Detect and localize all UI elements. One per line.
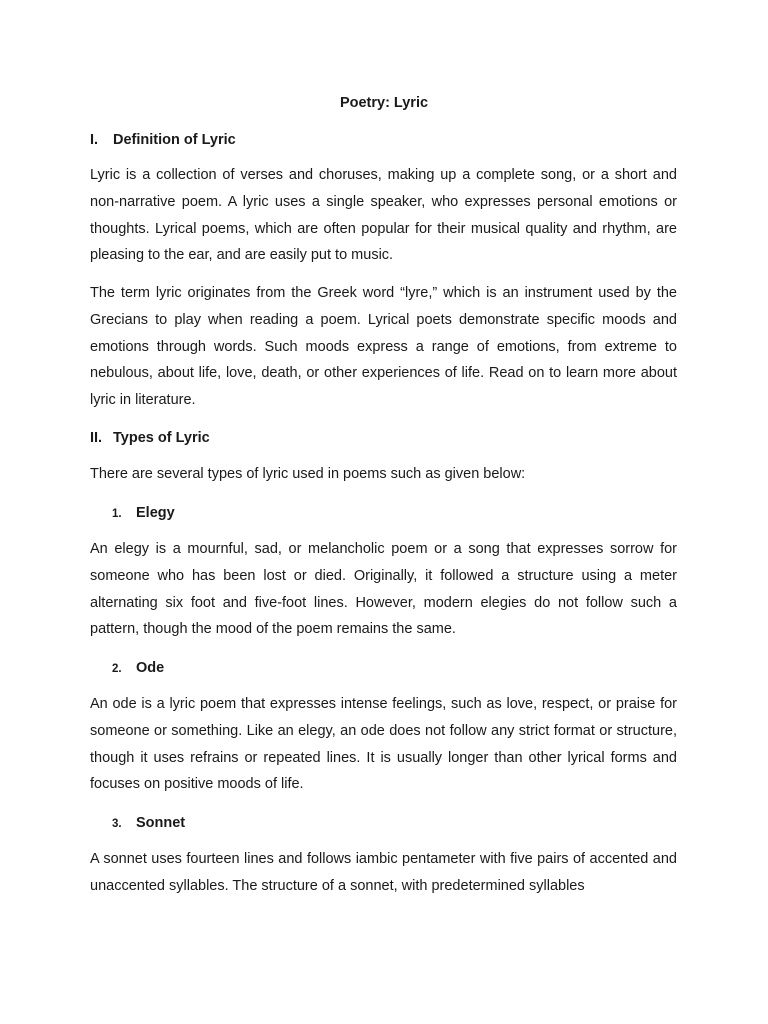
paragraph-elegy: An elegy is a mournful, sad, or melancholic poem or a song that expresses sorrow for someone who has been lost or died. Originally, it followed a structure using a meter alternating six foot and five-foot lines. However, modern elegies do not follow such a pattern, though the mood of the poem remains the same. — [90, 541, 677, 638]
paragraph-definition-2: The term lyric originates from the Greek word “lyre,” which is an instrument used by the Grecians to play when reading a poem. Lyrical poets demonstrate specific moods and emotions through words. Such moods express a range of emotions, from extreme to nebulous, about life, love, death, or other experiences of life. Read on to learn more about lyric in literature. — [90, 285, 677, 409]
section-number: II. — [90, 430, 103, 446]
paragraph-ode: An ode is a lyric poem that expresses intense feelings, such as love, respect, or praise for someone or something. Like an elegy, an ode does not follow any strict format or structure, though it uses refrains or repeated lines. It is usually longer than other lyrical forms and focuses on positive moods of life. — [90, 696, 677, 793]
paragraph-sonnet: A sonnet uses fourteen lines and follows iambic pentameter with five pairs of accented and unaccented syllables. The structure of a sonnet, with predetermined syllables — [90, 851, 677, 894]
subheading-label: Sonnet — [136, 815, 186, 831]
section-heading-types — [90, 428, 677, 448]
subheading-sonnet — [112, 813, 185, 834]
paragraph-definition-1: Lyric is a collection of verses and choruses, making up a complete song, or a short and non-narrative poem. A lyric uses a single speaker, who expresses personal emotions or thoughts. Lyrical poems, which are often popular for their musical quality and rhythm, are pleasing to the ear, and are easily put to music. — [90, 167, 677, 264]
section-title: Types of Lyric — [113, 430, 210, 446]
subheading-ode — [112, 658, 164, 679]
section-heading-definition — [90, 130, 677, 150]
paragraph-types-intro: There are several types of lyric used in poems such as given below: — [90, 466, 526, 482]
list-number: 1. — [112, 508, 122, 520]
list-number: 2. — [112, 663, 122, 675]
subheading-label: Ode — [136, 660, 165, 676]
section-number: I. — [90, 132, 99, 148]
page-title: Poetry: Lyric — [339, 95, 429, 111]
list-number: 3. — [112, 818, 122, 830]
subheading-label: Elegy — [136, 505, 175, 521]
subheading-elegy — [112, 503, 175, 524]
section-title: Definition of Lyric — [113, 132, 236, 148]
